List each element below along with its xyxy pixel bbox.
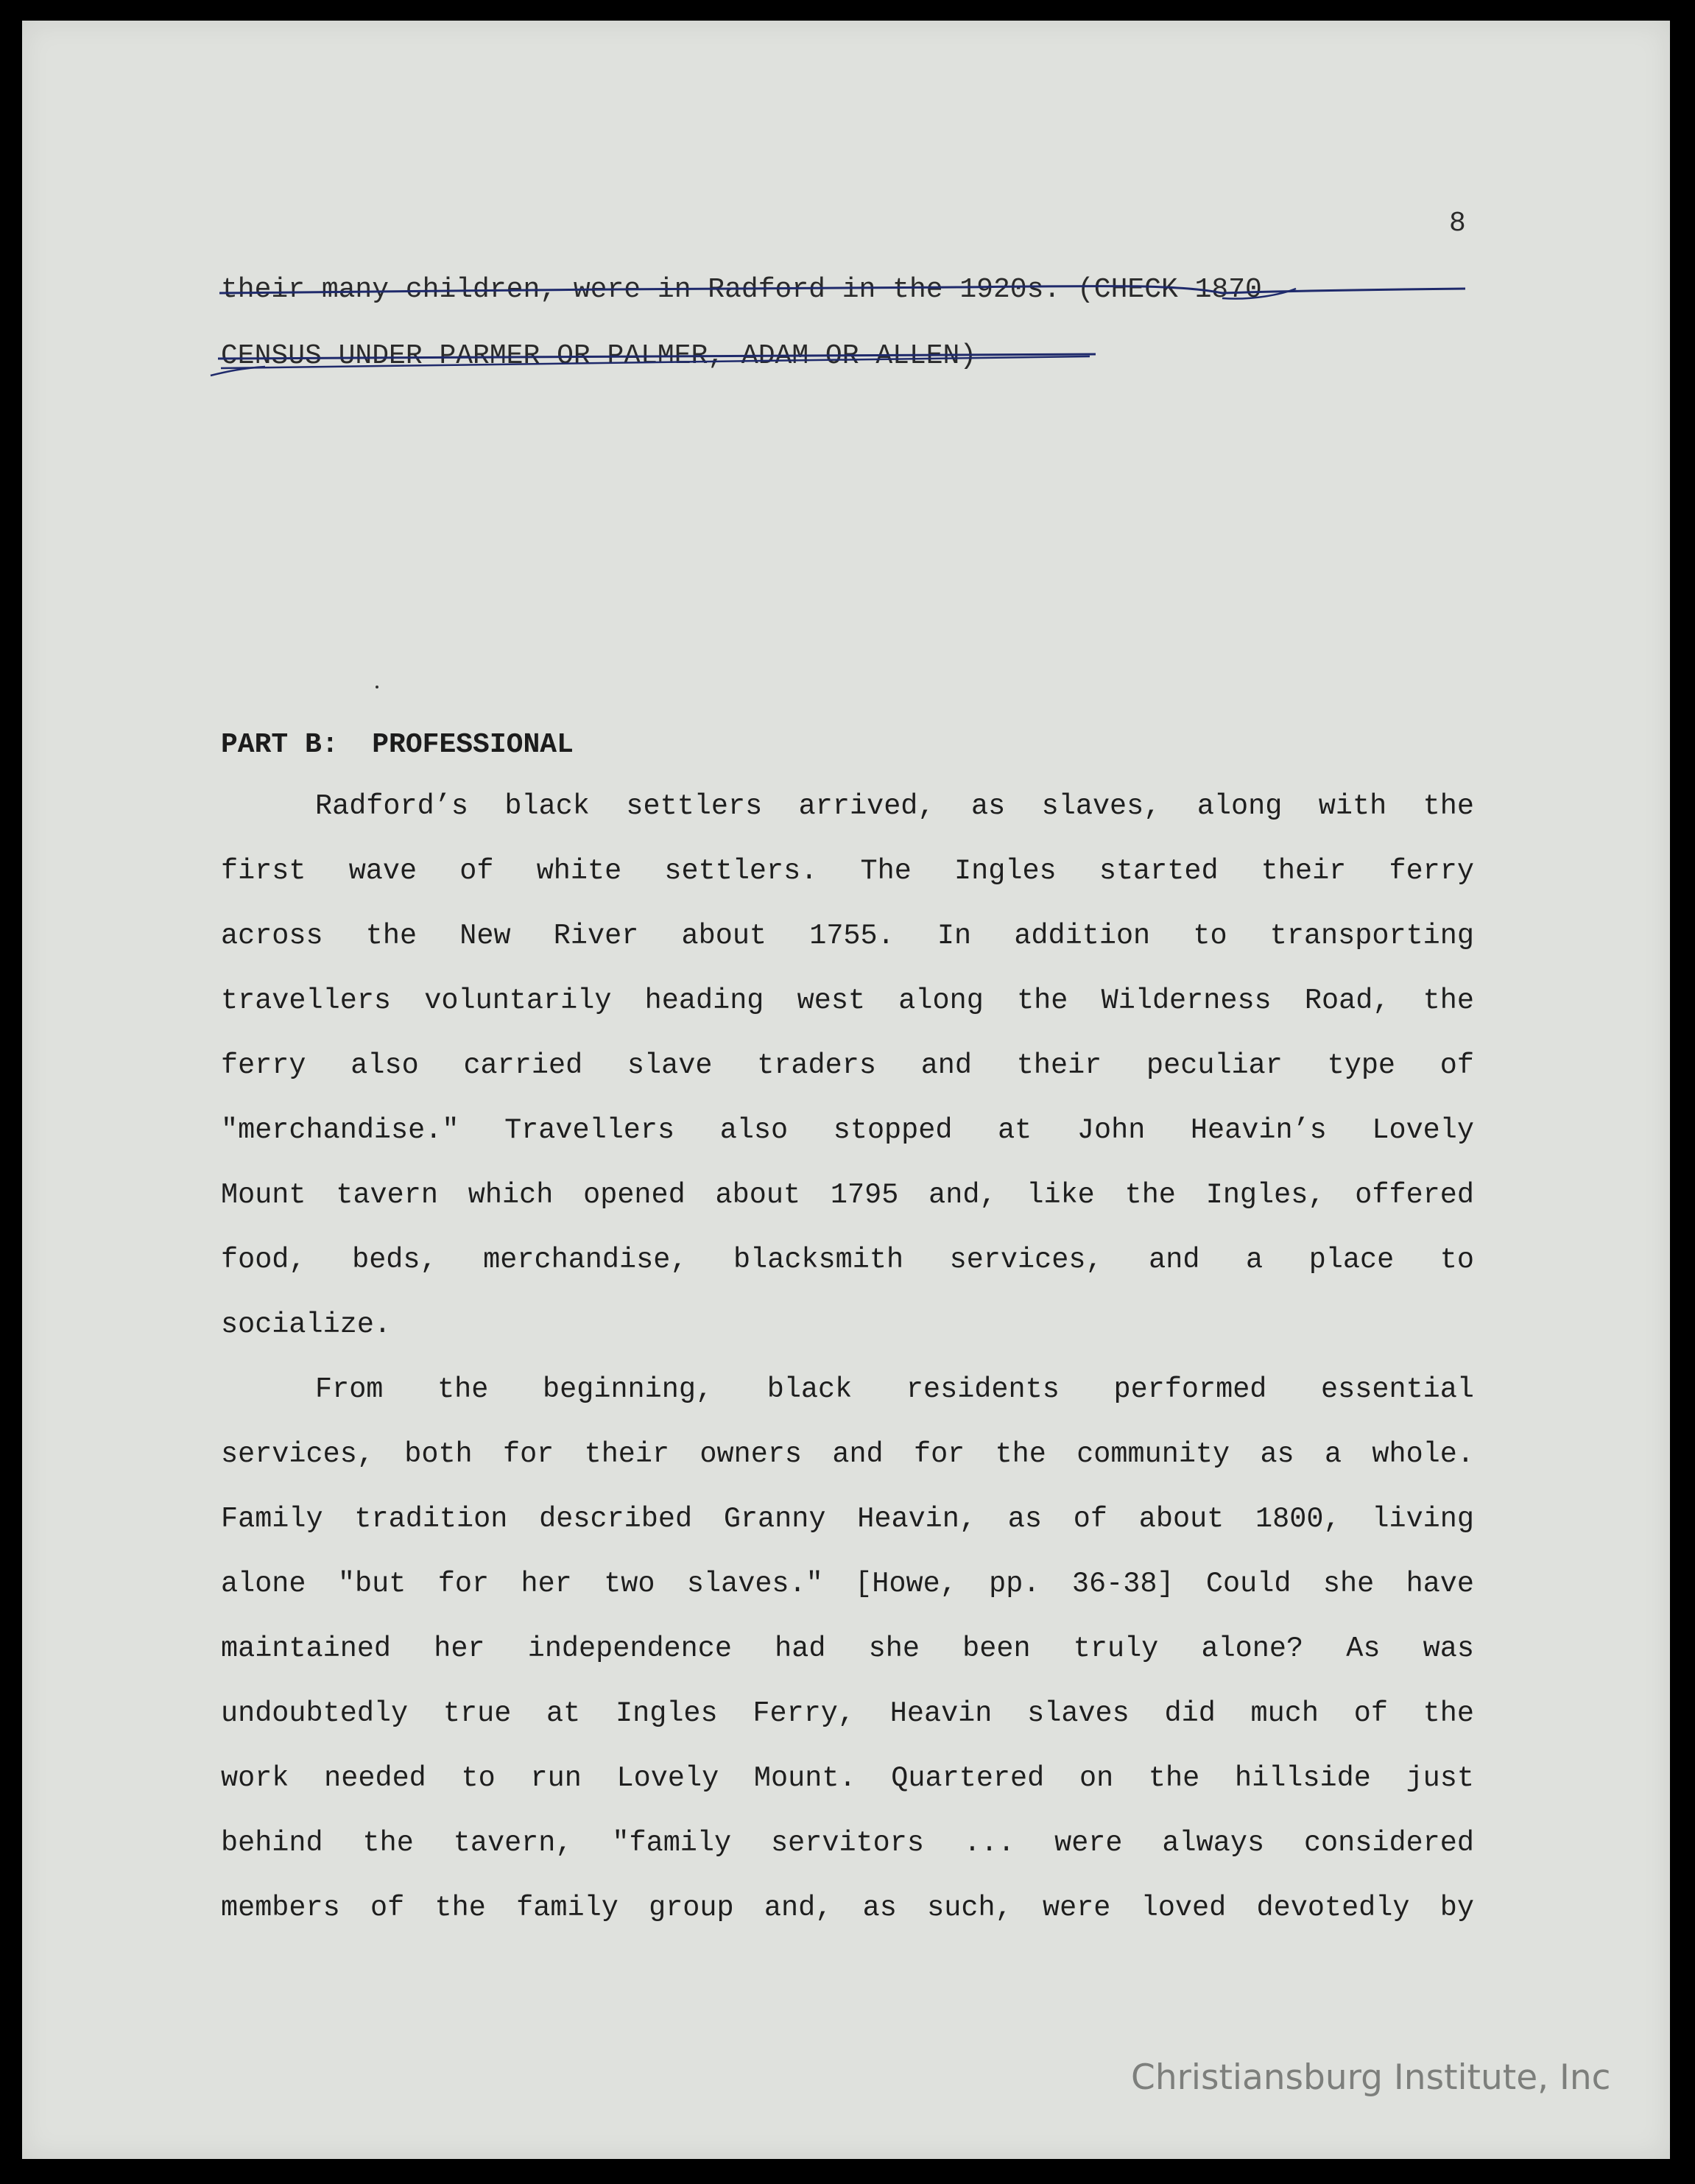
- body-line: first wave of white settlers. The Ingles started their ferry: [221, 855, 1474, 887]
- body-line: ferry also carried slave traders and their peculiar type of: [221, 1049, 1474, 1082]
- body-line: work needed to run Lovely Mount. Quartered on the hillside just: [221, 1762, 1474, 1794]
- page-number: 8: [1449, 208, 1466, 239]
- body-line: behind the tavern, "family servitors ... were always considered: [221, 1827, 1474, 1859]
- body-line: maintained her independence had she been truly alone? As was: [221, 1632, 1474, 1665]
- body-line: Mount tavern which opened about 1795 and, like the Ingles, offered: [221, 1179, 1474, 1211]
- body-line: food, beds, merchandise, blacksmith services, and a place to: [221, 1244, 1474, 1276]
- body-line: services, both for their owners and for the community as a whole.: [221, 1438, 1474, 1470]
- struck-text-line-2: CENSUS UNDER PARMER OR PALMER, ADAM OR ALLEN): [221, 340, 977, 372]
- body-line: alone "but for her two slaves." [Howe, pp. 36-38] Could she have: [221, 1568, 1474, 1600]
- ink-dot: [376, 686, 378, 688]
- body-line: Radford’s black settlers arrived, as slaves, along with the: [315, 790, 1474, 822]
- section-heading: PART B: PROFESSIONAL: [221, 729, 574, 761]
- body-line: undoubtedly true at Ingles Ferry, Heavin slaves did much of the: [221, 1697, 1474, 1730]
- struck-text-line-1: their many children, were in Radford in the 1920s. (CHECK 1870: [221, 274, 1262, 306]
- body-line: "merchandise." Travellers also stopped at John Heavin’s Lovely: [221, 1114, 1474, 1146]
- body-line: travellers voluntarily heading west along the Wilderness Road, the: [221, 984, 1474, 1017]
- body-line: From the beginning, black residents performed essential: [315, 1373, 1474, 1406]
- watermark: Christiansburg Institute, Inc: [1131, 2057, 1611, 2098]
- body-line: Family tradition described Granny Heavin, as of about 1800, living: [221, 1503, 1474, 1535]
- body-line: socialize.: [221, 1308, 392, 1341]
- body-line: across the New River about 1755. In addition to transporting: [221, 920, 1474, 952]
- body-line: members of the family group and, as such, were loved devotedly by: [221, 1892, 1474, 1924]
